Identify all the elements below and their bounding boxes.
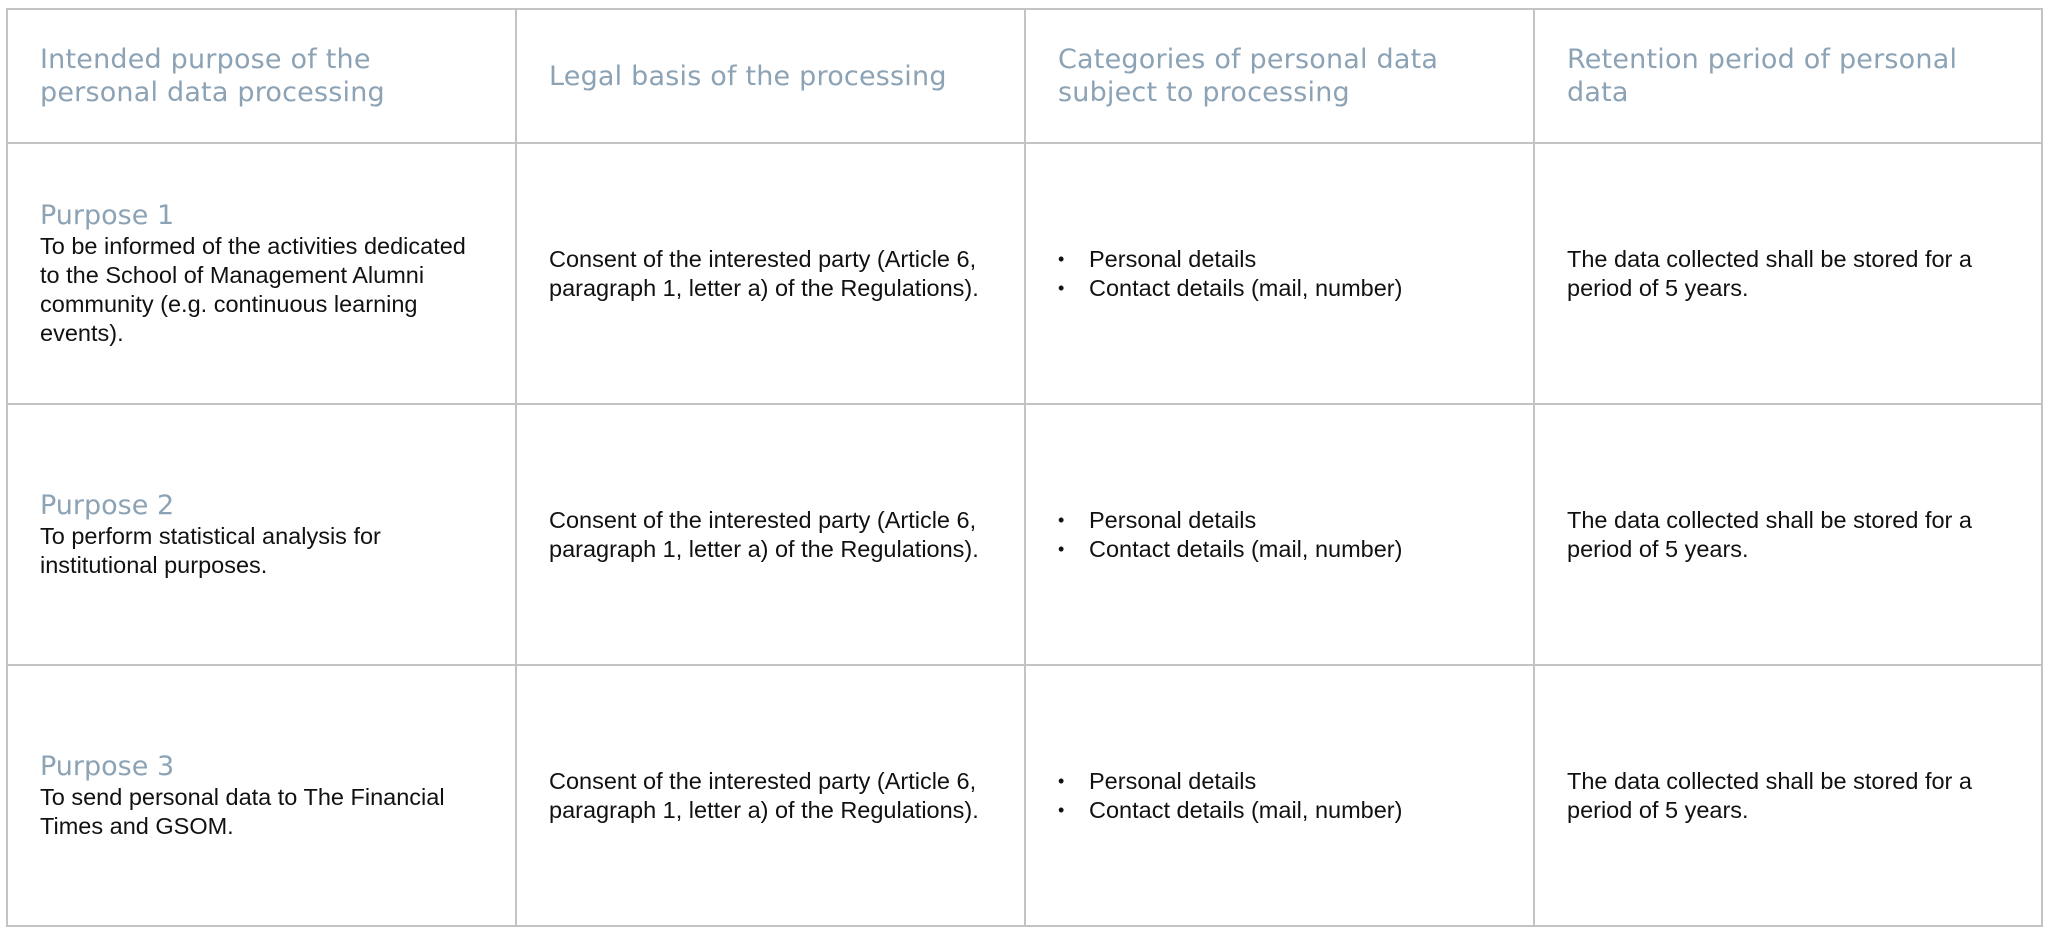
categories-cell	[1025, 404, 1534, 665]
category-label: Contact details (mail, number)	[1089, 535, 1403, 562]
retention-cell: The data collected shall be stored for a period of 5 years.	[1534, 404, 2042, 665]
bullet-icon: •	[1058, 509, 1065, 530]
categories-list	[1058, 245, 1501, 303]
purpose-cell	[7, 404, 516, 665]
header-legal-basis: Legal basis of the processing	[516, 9, 1025, 143]
categories-list	[1058, 506, 1501, 564]
list-item	[1058, 535, 1501, 564]
purpose-title: Purpose 3	[40, 750, 175, 782]
category-label: Personal details	[1089, 767, 1257, 794]
categories-cell	[1025, 665, 1534, 926]
list-item	[1058, 796, 1501, 825]
retention-cell: The data collected shall be stored for a period of 5 years.	[1534, 665, 2042, 926]
purpose-title: Purpose 2	[40, 489, 175, 521]
purpose-cell	[7, 143, 516, 404]
purpose-cell	[7, 665, 516, 926]
header-intended-purpose: Intended purpose of the personal data processing	[7, 9, 516, 143]
header-data-categories: Categories of personal data subject to processing	[1025, 9, 1534, 143]
category-label: Contact details (mail, number)	[1089, 796, 1403, 823]
privacy-table-container	[6, 8, 2041, 927]
list-item	[1058, 245, 1501, 274]
bullet-icon: •	[1058, 770, 1065, 791]
bullet-icon: •	[1058, 277, 1065, 298]
bullet-icon: •	[1058, 248, 1065, 269]
purpose-title: Purpose 1	[40, 199, 175, 231]
purpose-description: To be informed of the activities dedicated to the School of Management Alumni community (e.g. continuous learning events).	[40, 232, 466, 346]
categories-list	[1058, 767, 1501, 825]
table-header-row	[7, 9, 2042, 143]
privacy-table	[6, 8, 2043, 927]
purpose-description: To send personal data to The Financial Times and GSOM.	[40, 783, 445, 839]
legal-basis-cell: Consent of the interested party (Article 6, paragraph 1, letter a) of the Regulations).	[516, 404, 1025, 665]
table-row	[7, 143, 2042, 404]
legal-basis-cell: Consent of the interested party (Article 6, paragraph 1, letter a) of the Regulations).	[516, 143, 1025, 404]
table-row	[7, 404, 2042, 665]
category-label: Personal details	[1089, 245, 1257, 272]
bullet-icon: •	[1058, 799, 1065, 820]
list-item	[1058, 506, 1501, 535]
bullet-icon: •	[1058, 538, 1065, 559]
header-retention-period: Retention period of personal data	[1534, 9, 2042, 143]
list-item	[1058, 274, 1501, 303]
table-row	[7, 665, 2042, 926]
category-label: Personal details	[1089, 506, 1257, 533]
purpose-description: To perform statistical analysis for institutional purposes.	[40, 522, 381, 578]
category-label: Contact details (mail, number)	[1089, 274, 1403, 301]
retention-cell: The data collected shall be stored for a period of 5 years.	[1534, 143, 2042, 404]
list-item	[1058, 767, 1501, 796]
legal-basis-cell: Consent of the interested party (Article 6, paragraph 1, letter a) of the Regulations).	[516, 665, 1025, 926]
categories-cell	[1025, 143, 1534, 404]
